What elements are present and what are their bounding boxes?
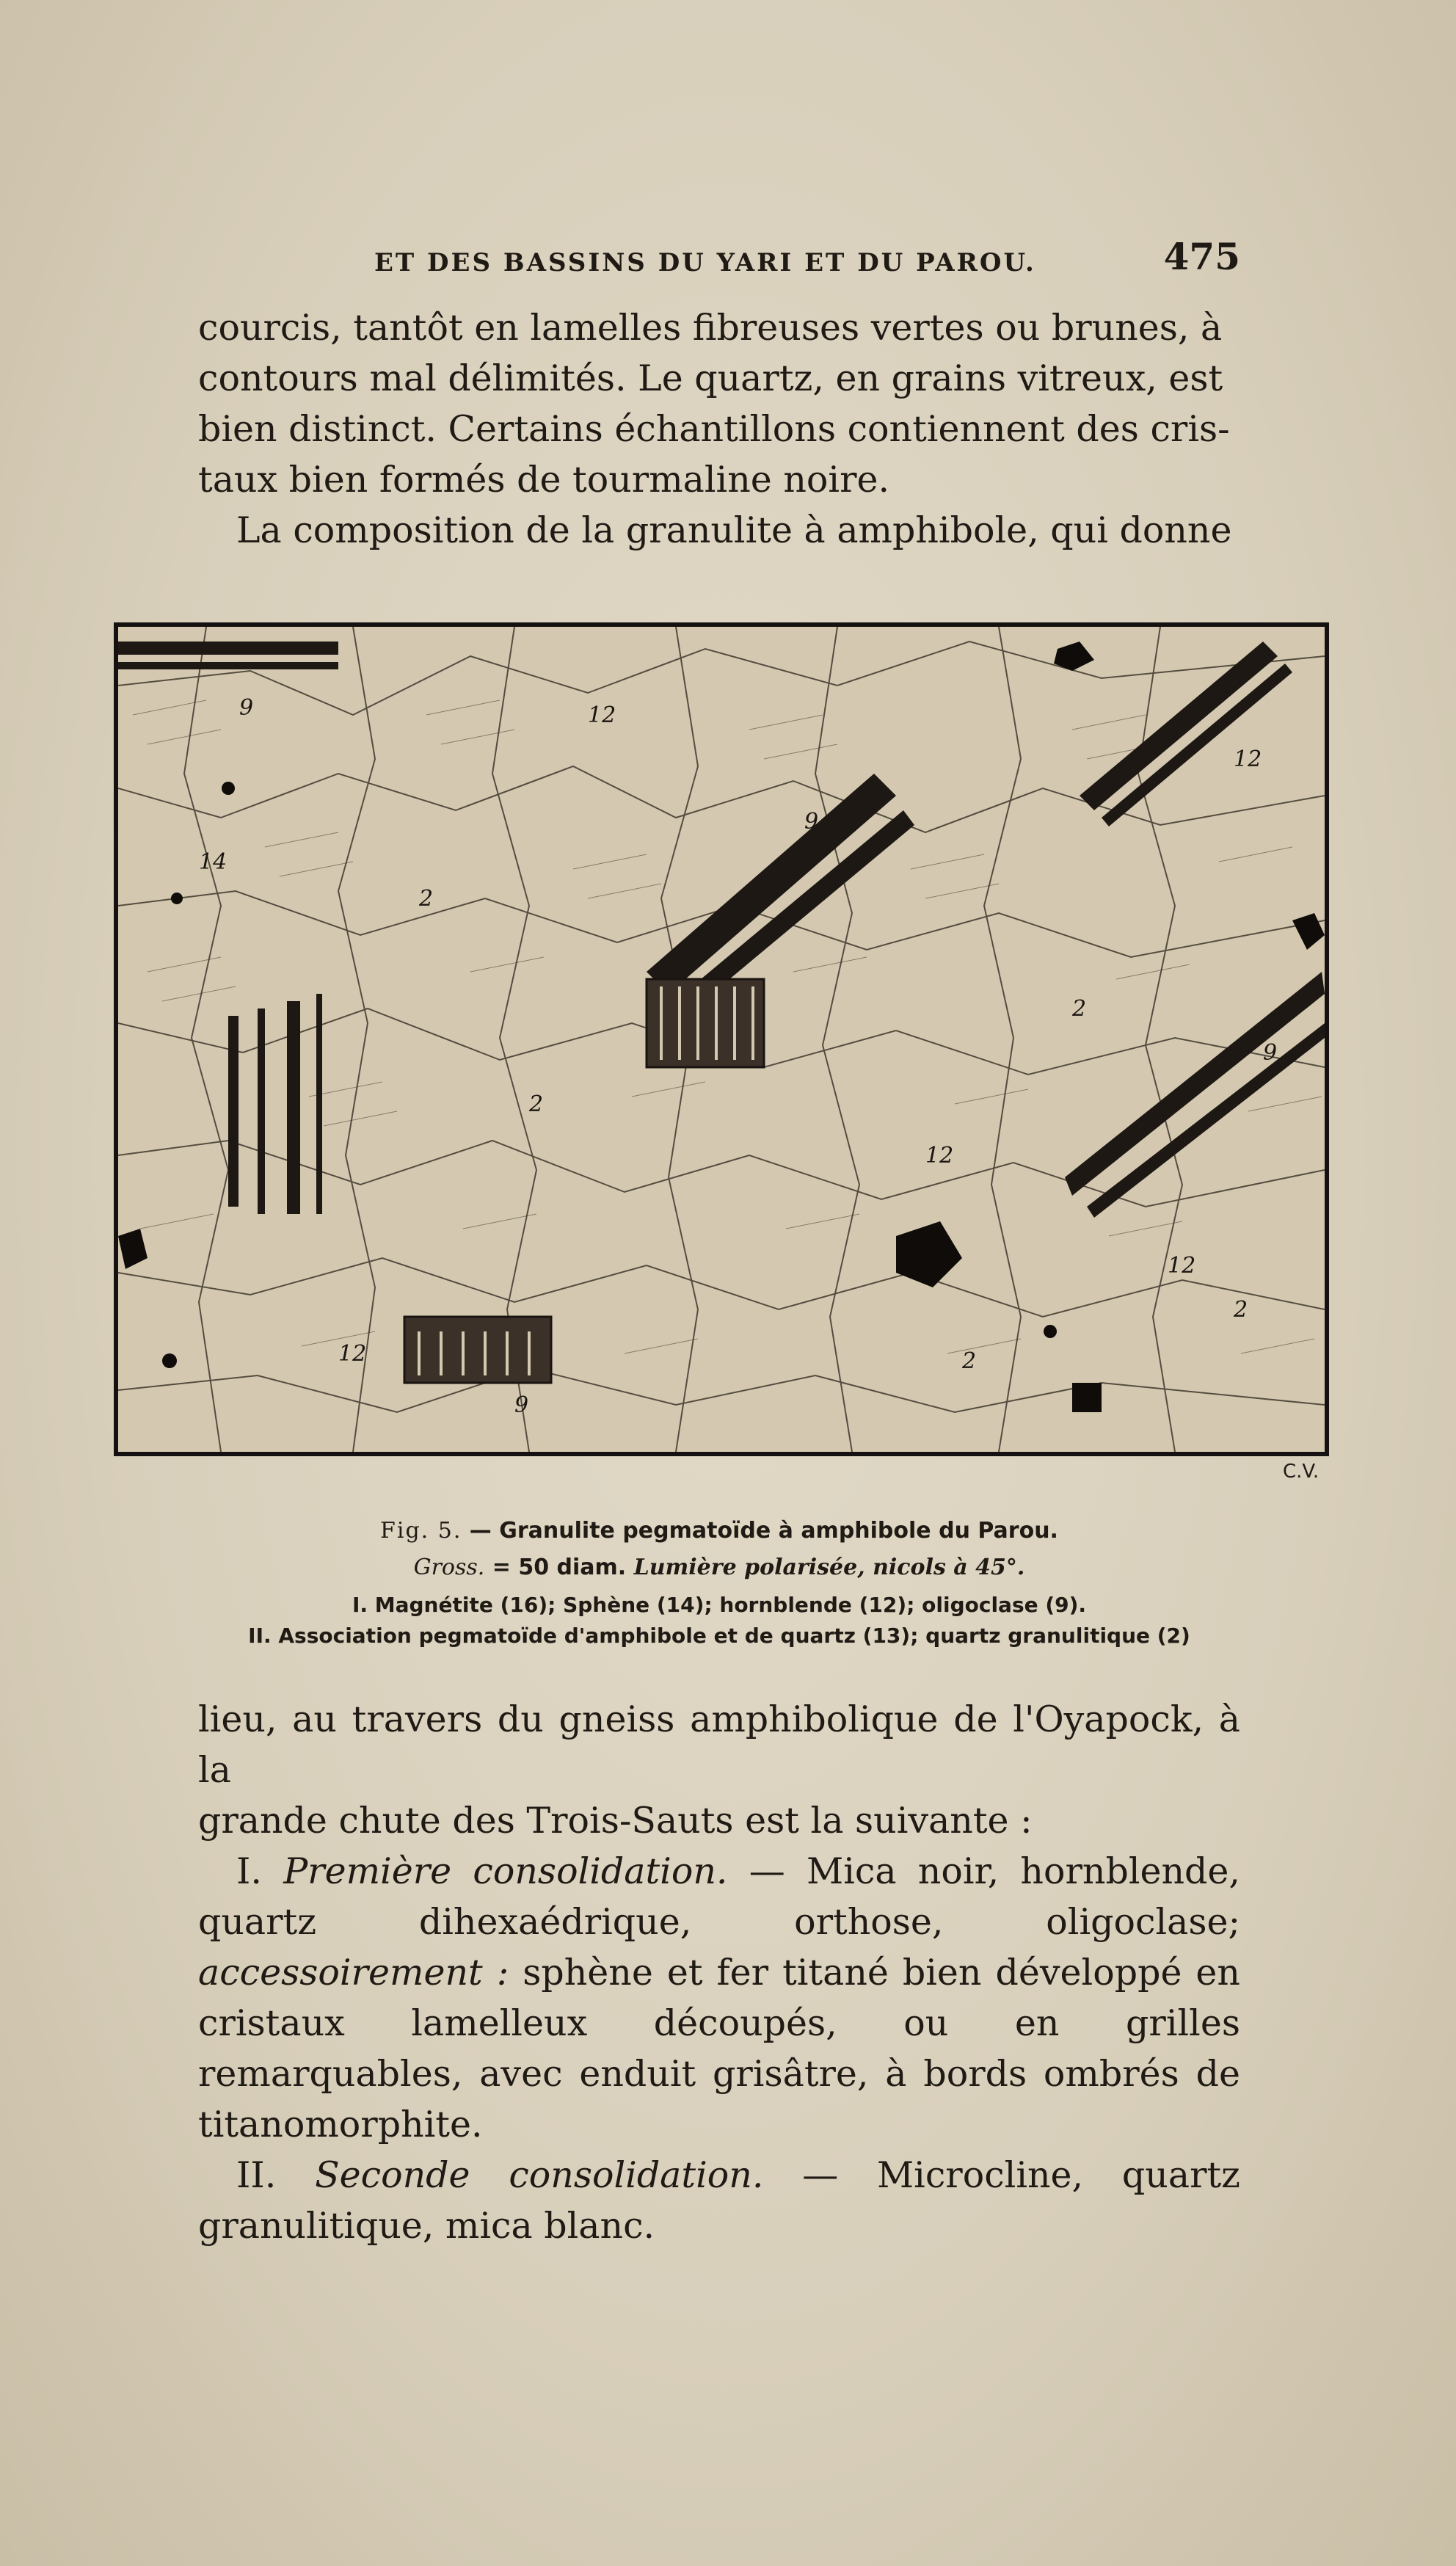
item-text: — Microcline, quartz granulitique, mica blanc. <box>198 2154 1240 2247</box>
text-line: lieu, au travers du gneiss amphibolique de l'Oyapock, à la <box>198 1698 1240 1791</box>
thin-section-illustration <box>114 622 1329 1456</box>
figure-number: Fig. 5. <box>380 1518 462 1544</box>
figure-title: — Granulite pegmatoïde à amphibole du Parou. <box>462 1518 1058 1544</box>
text-line: contours mal délimités. Le quartz, en grains vitreux, est <box>198 357 1223 399</box>
figure-legend-2: II. Association pegmatoïde d'amphibole et de quartz (13); quartz granulitique (2) <box>248 1624 1190 1648</box>
crystal-label-2: 2 <box>1072 996 1087 1022</box>
crystal-label-9: 9 <box>239 695 254 721</box>
item-title: Seconde consolidation. <box>315 2154 764 2196</box>
crystal-label-2: 2 <box>1234 1297 1248 1323</box>
item-number: II. <box>236 2154 316 2196</box>
consolidation-item-2 <box>198 2150 1240 2251</box>
text-line: courcis, tantôt en lamelles fibreuses vertes ou brunes, à <box>198 307 1223 349</box>
figure-legend-1: I. Magnétite (16); Sphène (14); hornblende (12); oligoclase (9). <box>352 1593 1087 1617</box>
item-accessory-label: accessoirement : <box>198 1952 509 1993</box>
page-number: 475 <box>1163 235 1240 278</box>
crystal-label-12: 12 <box>1168 1253 1196 1279</box>
bottom-paragraphs <box>198 1694 1240 2251</box>
crystal-label-9: 9 <box>804 809 819 835</box>
figure-caption-title <box>198 1518 1240 1544</box>
page-header <box>198 235 1240 286</box>
crystal-label-2: 2 <box>529 1091 544 1117</box>
text-line: grande chute des Trois-Sauts est la suivante : <box>198 1800 1033 1842</box>
top-paragraphs <box>198 302 1240 556</box>
consolidation-item-1 <box>198 1846 1240 2150</box>
running-title: ET DES BASSINS DU YARI ET DU PAROU. <box>374 248 1036 277</box>
item-title: Première consolidation. <box>283 1850 728 1892</box>
magnification-value: = 50 diam. <box>484 1555 634 1580</box>
crystal-label-12: 12 <box>1234 746 1262 772</box>
item-text-rest: sphène et fer titané bien développé en cristaux lamelleux découpés, ou en grilles remarquables, avec enduit grisâtre, à bords ombrés de titanomorphite. <box>198 1952 1240 2145</box>
text-line: La composition de la granulite à amphibole, qui donne <box>236 509 1232 551</box>
crystal-label-12: 12 <box>588 702 616 728</box>
crystal-label-14: 14 <box>199 849 228 875</box>
item-number: I. <box>236 1850 284 1892</box>
crystal-label-12: 12 <box>338 1341 367 1367</box>
gross-label: Gross. <box>413 1555 485 1580</box>
item-text: — Mica noir, hornblende, quartz dihexaédrique, orthose, oligoclase; <box>198 1850 1240 1943</box>
crystal-label-9: 9 <box>1263 1040 1278 1066</box>
text-line: bien distinct. Certains échantillons contiennent des cris- <box>198 408 1230 450</box>
crystal-label-12: 12 <box>925 1143 954 1168</box>
light-mode: Lumière polarisée, nicols à 45°. <box>633 1555 1025 1580</box>
crystal-label-9: 9 <box>514 1392 529 1418</box>
crystal-label-2: 2 <box>419 886 434 912</box>
figure-caption-magnification <box>198 1555 1240 1580</box>
granulite-engraving <box>118 627 1325 1452</box>
engraver-signature: C.V. <box>1283 1461 1320 1483</box>
text-line: taux bien formés de tourmaline noire. <box>198 459 890 501</box>
crystal-label-2: 2 <box>962 1348 977 1374</box>
